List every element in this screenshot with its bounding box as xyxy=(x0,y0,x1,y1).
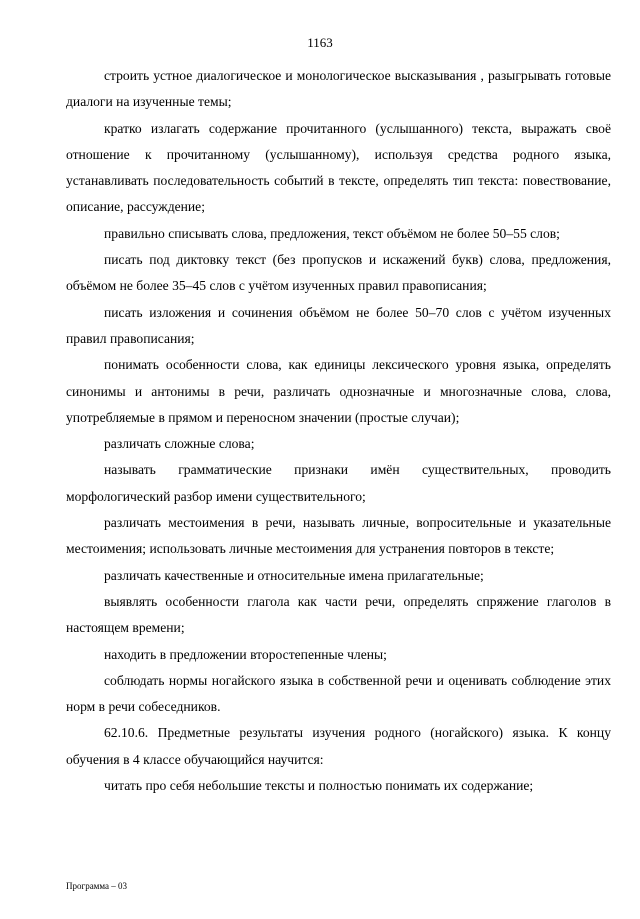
footer-label: Программа – 03 xyxy=(66,881,128,891)
paragraph: находить в предложении второстепенные члены; xyxy=(104,646,387,662)
paragraph: правильно списывать слова, предложения, текст объёмом не более 50–55 слов; xyxy=(104,225,560,241)
paragraph: строить устное диалогическое и монологическое высказывания , разыгрывать готовые диалоги на изученные темы; xyxy=(66,68,611,110)
paragraph: различать качественные и относительные имена прилагательные; xyxy=(104,567,484,583)
paragraph: понимать особенности слова, как единицы лексического уровня языка, определять синонимы и антонимы в речи, различать однозначные и многозначные слова, слова, употребляемые в прямом и переносном значении (простые случаи); xyxy=(66,357,611,425)
paragraph: писать изложения и сочинения объёмом не более 50–70 слов с учётом изученных правил правописания; xyxy=(66,304,611,346)
paragraph: читать про себя небольшие тексты и полностью понимать их содержание; xyxy=(104,778,534,794)
page-number: 1163 xyxy=(307,35,333,50)
paragraph: писать под диктовку текст (без пропусков и искажений букв) слова, предложения, объёмом не более 35–45 слов с учётом изученных правил правописания; xyxy=(66,252,611,294)
paragraph: кратко излагать содержание прочитанного (услышанного) текста, выражать своё отношение к прочитанному (услышанному), используя средства родного языка, устанавливать последовательность событий в тексте, определять тип текста: повествование, описание, рассуждение; xyxy=(66,120,611,215)
page-body xyxy=(66,63,611,799)
section-paragraph: 62.10.6. Предметные результаты изучения родного (ногайского) языка. К концу обучения в 4 классе обучающийся научится: xyxy=(66,725,611,767)
paragraph: различать местоимения в речи, называть личные, вопросительные и указательные местоимения; использовать личные местоимения для устранения повторов в тексте; xyxy=(66,515,611,557)
paragraph: называть грамматические признаки имён существительных, проводить морфологический разбор имени существительного; xyxy=(66,462,611,504)
paragraph: выявлять особенности глагола как части речи, определять спряжение глаголов в настоящем времени; xyxy=(66,593,611,636)
paragraph: различать сложные слова; xyxy=(104,436,255,452)
paragraph: соблюдать нормы ногайского языка в собственной речи и оценивать соблюдение этих норм в речи собеседников. xyxy=(66,672,611,715)
